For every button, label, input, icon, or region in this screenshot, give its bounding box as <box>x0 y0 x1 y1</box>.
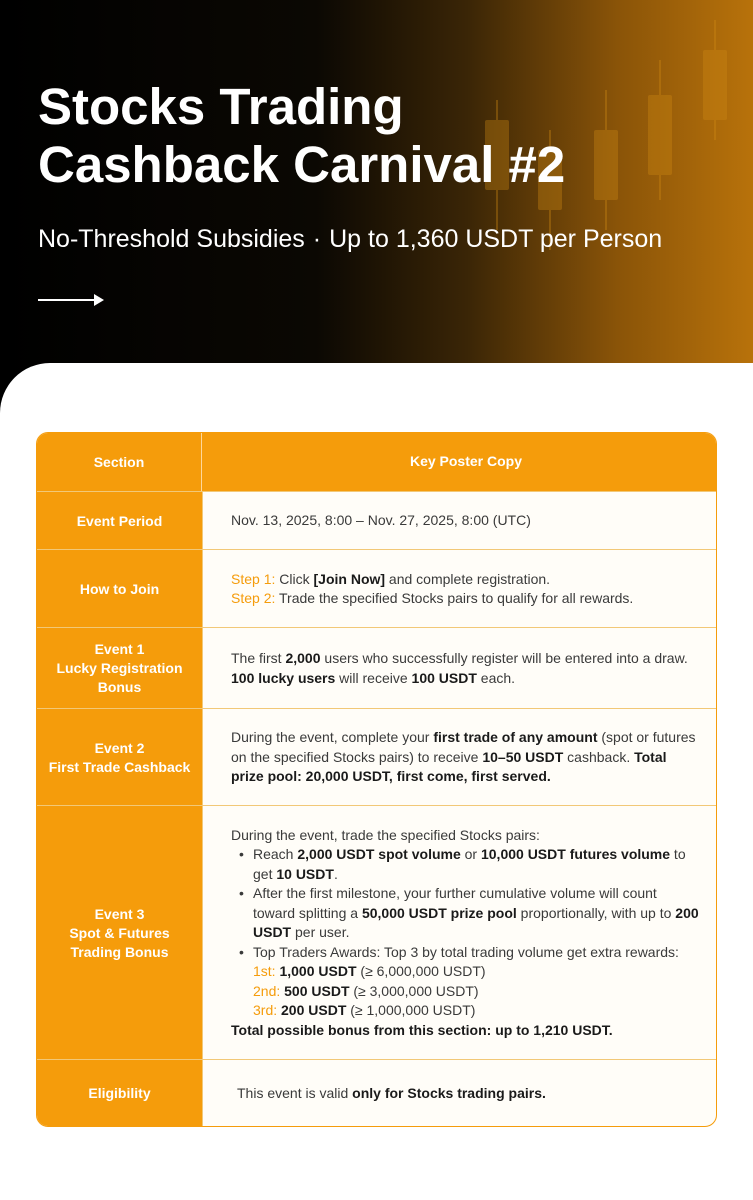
rank-2-threshold: (≥ 3,000,000 USDT) <box>349 982 479 999</box>
b2-t3: per user. <box>291 924 350 941</box>
event-1-b3: 100 USDT <box>411 669 477 686</box>
subtitle-right: Up to 1,360 USDT per Person <box>329 225 663 253</box>
eligibility-t1: This event is valid <box>237 1084 353 1101</box>
rank-3 <box>231 1001 702 1021</box>
b2-t1: After the first milestone, your further cumulative volume will count toward splitting a <box>253 885 657 921</box>
step-1-label: Step 1: <box>231 570 276 587</box>
event-1-label-line-2: Lucky Registration <box>56 660 183 676</box>
event-2-label-line-1: Event 2 <box>94 739 145 756</box>
eligibility-b1: only for Stocks trading pairs. <box>352 1084 546 1101</box>
header-section: Section <box>37 433 202 491</box>
event-2-b3: Total prize pool: 20,000 USDT, first come, first served. <box>231 748 667 785</box>
event-3-intro: During the event, trade the specified Stocks pairs: <box>231 826 540 843</box>
rank-2-label: 2nd: <box>253 982 281 999</box>
b1-t2: or <box>460 846 481 863</box>
cell-event-2 <box>202 709 716 806</box>
title-line-2: Cashback Carnival #2 <box>38 136 566 193</box>
subtitle-left: No-Threshold Subsidies <box>38 225 305 253</box>
event-3-bullet-3: • Top Traders Awards: Top 3 by total trading volume get extra rewards: <box>231 943 702 963</box>
event-1-b1: 2,000 <box>285 650 321 666</box>
step-2 <box>231 589 702 609</box>
table-row-period <box>37 491 716 550</box>
step-2-text: Trade the specified Stocks pairs to qualify for all rewards. <box>279 590 634 606</box>
subtitle-separator: · <box>312 225 322 253</box>
event-3-total <box>231 1021 702 1041</box>
step-1-text-b: and complete registration. <box>385 570 551 587</box>
rank-1-amount: 1,000 USDT <box>279 963 357 980</box>
rank-1 <box>231 962 702 982</box>
eligibility-text <box>237 1084 702 1104</box>
rank-3-amount: 200 USDT <box>281 1002 347 1019</box>
event-2-label-line-2: First Trade Cashback <box>48 758 191 775</box>
event-3-bullet-1 <box>231 845 702 884</box>
b1-t3: to get <box>253 846 686 882</box>
rank-2-amount: 500 USDT <box>284 982 350 999</box>
event-1-text <box>231 649 702 688</box>
event-3-bullet-2 <box>231 884 702 943</box>
table-row-event3 <box>37 805 716 1060</box>
event-1-label-line-1: Event 1 <box>94 641 145 657</box>
step-2-label: Step 2: <box>231 590 276 606</box>
b2-b2: 200 USDT <box>253 904 699 941</box>
event-2-b2: 10–50 USDT <box>482 748 564 765</box>
event-2-t1: During the event, complete your <box>231 729 434 746</box>
event-2-t2: (spot or futures on the specified Stocks pairs) to receive <box>231 729 696 765</box>
table-row-join <box>37 549 716 628</box>
title-line-1: Stocks Trading <box>38 78 404 135</box>
cell-eligibility <box>202 1060 716 1127</box>
event-3-label-line-1: Event 3 <box>94 905 145 922</box>
hero-subtitle <box>38 224 662 254</box>
event-3-label-line-2: Spot & Futures <box>69 924 170 941</box>
table-row-event1 <box>37 627 716 709</box>
label-event-1 <box>37 628 202 709</box>
label-how-to-join: How to Join <box>37 550 202 628</box>
rank-3-threshold: (≥ 1,000,000 USDT) <box>346 1002 476 1019</box>
rank-1-threshold: (≥ 6,000,000 USDT) <box>356 963 486 980</box>
event-2-b1: first trade of any amount <box>433 729 598 746</box>
event-1-b2: 100 lucky users <box>231 669 336 686</box>
cell-event-1 <box>202 628 716 709</box>
b2-b1: 50,000 USDT prize pool <box>361 904 517 921</box>
cell-how-to-join <box>202 550 716 628</box>
rank-3-label: 3rd: <box>253 1002 278 1019</box>
event-1-t1: The first <box>231 650 286 666</box>
table-header-row <box>37 433 716 491</box>
b1-t1: Reach <box>253 846 298 863</box>
event-3-label-line-3: Trading Bonus <box>70 943 169 960</box>
b1-b1: 2,000 USDT spot volume <box>297 846 461 863</box>
cell-event-period <box>202 492 716 550</box>
join-now-link[interactable]: [Join Now] <box>313 570 386 587</box>
b1-b3: 10 USDT <box>276 865 334 882</box>
period-text: Nov. 13, 2025, 8:00 – Nov. 27, 2025, 8:00 (UTC) <box>231 512 531 529</box>
event-2-t3: cashback. <box>563 748 635 765</box>
rank-2 <box>231 982 702 1002</box>
event-1-label-line-3: Bonus <box>97 679 142 695</box>
event-2-text <box>231 728 702 787</box>
page-title <box>38 78 698 194</box>
label-event-3 <box>37 806 202 1060</box>
table-row-eligibility <box>37 1059 716 1127</box>
header-copy: Key Poster Copy <box>202 433 716 491</box>
b1-t4: . <box>333 865 338 882</box>
event-1-t4: each. <box>476 669 516 686</box>
event-1-t2: users who successfully register will be entered into a draw. <box>320 650 688 666</box>
step-1 <box>231 570 702 590</box>
arrow-right-icon[interactable] <box>38 292 108 308</box>
rank-1-label: 1st: <box>253 963 276 980</box>
cell-event-3 <box>202 806 716 1060</box>
table-row-event2 <box>37 708 716 806</box>
event-1-t3: will receive <box>335 669 412 686</box>
b1-b2: 10,000 USDT futures volume <box>480 846 671 863</box>
event-table <box>36 432 717 1127</box>
event-3-total-text: Total possible bonus from this section: up to 1,210 USDT. <box>231 1021 613 1038</box>
b2-t2: proportionally, with up to <box>516 904 676 921</box>
step-1-text-a: Click <box>279 570 314 587</box>
label-eligibility: Eligibility <box>37 1060 202 1127</box>
label-event-2 <box>37 709 202 806</box>
label-event-period: Event Period <box>37 492 202 550</box>
